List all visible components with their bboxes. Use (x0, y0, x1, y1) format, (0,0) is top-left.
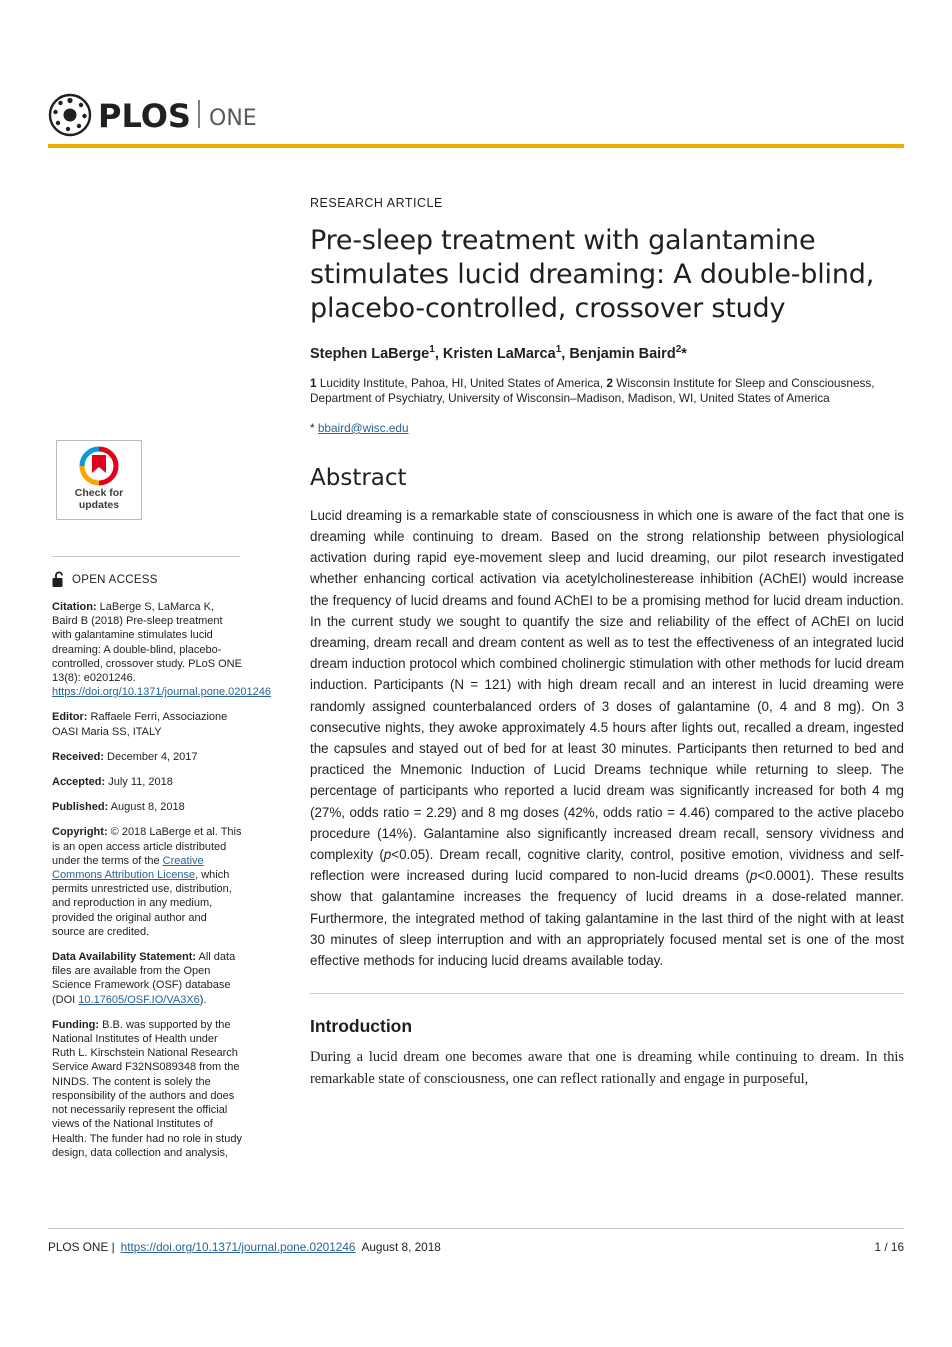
copyright-text-after: , which permits unrestricted use, distribution, and reproduction in any medium, provided the original author and source are credited. (52, 869, 232, 938)
data-availability-label: Data Availability Statement: (52, 951, 197, 964)
svg-text:PLOS: PLOS (98, 97, 191, 135)
published-text: August 8, 2018 (108, 801, 185, 814)
funding-text: B.B. was supported by the National Institutes of Health under Ruth L. Kirschstein National Research Service Award F32NS089348 from the NINDS. The content is solely the responsibility of the authors and does not necessarily represent the official views of the National Institutes of Health. The funder had no role in study design, data collection and analysis, (52, 1018, 242, 1159)
citation-block (52, 600, 271, 699)
license-link[interactable]: Creative Commons Attribution License (52, 854, 204, 882)
affiliations: 1 Lucidity Institute, Pahoa, HI, United States of America, 2 Wisconsin Institute for Sleep and Consciousness, Department of Psychiatry, University of Wisconsin–Madison, Madison, WI, United States of America (310, 375, 875, 406)
data-availability-text-after: ). (199, 993, 207, 1006)
footer-divider (48, 1228, 904, 1229)
plos-one-logo[interactable] (48, 92, 278, 136)
article-main (310, 196, 904, 1090)
abstract-heading: Abstract (310, 464, 407, 491)
abstract-body: Lucid dreaming is a remarkable state of consciousness in which one is aware of the fact that one is dreaming while continuing to dream. Based on the strong relationship between physiological activation during rapid eye-movement sleep and lucid dreaming, our pilot research investigated whether enhancing cortical activation via acetylcholinesterease inhibition (AChEI) would increase the frequency of lucid dreams and found AChEI to be a promising method for lucid dream induction. In the current study we sought to quantify the size and reliability of the effect of AChEI on lucid dreaming, dream recall and dream content as well as to test the effectiveness of an integrated lucid dream induction protocol which combined cholinergic stimulation with other methods for lucid dream induction. Participants (N = 121) with high dream recall and an interest in lucid dreaming were randomly assigned counterbalanced orders of 3 doses of galantamine (0, 4 and 8 mg). On 3 consecutive nights, they awoke approximately 4.5 hours after lights out, recalled a dream, ingested the capsules and stayed out of bed for at least 30 minutes. Participants then returned to bed and practiced the Mnemonic Induction of Lucid Dreams technique while returning to sleep. The percentage of participants who reported a lucid dream was significantly increased for both 4 mg (27%, odds ratio = 2.29) and 8 mg doses (42%, odds ratio = 4.46) compared to the active placebo procedure (14%). Galantamine also significantly increased dream recall, sensory vividness and complexity (p<0.05). Dream recall, cognitive clarity, control, positive emotion, vividness and self-reflection were increased during lucid compared to non-lucid dreams (p<0.0001). These results show that galantamine increases the frequency of lucid dreams in a dose-related manner. Furthermore, the integrated method of taking galantamine in the last third of the night with at least 30 minutes of sleep interruption and with an appropriately focused mental set is one of the most effective methods for inducing lucid dreams available today. (310, 507, 905, 969)
copyright-text-before: © 2018 LaBerge et al. This is an open access article distributed under the terms of the (52, 826, 242, 867)
corresponding-author (310, 421, 904, 435)
funding-label: Funding: (52, 1018, 100, 1031)
citation-text: LaBerge S, LaMarca K, Baird B (2018) Pre-sleep treatment with galantamine stimulates lucid dreaming: A double-blind, placebo-controlled, crossover study. PLoS ONE 13(8): e0201246. (52, 601, 242, 685)
svg-text:ONE: ONE (209, 106, 257, 131)
citation-doi-link[interactable]: https://doi.org/10.1371/journal.pone.0201246 (52, 686, 271, 699)
footer-date: August 8, 2018 (361, 1240, 441, 1254)
corresponding-email-link[interactable]: bbaird@wisc.edu (317, 420, 409, 435)
page-footer (48, 1240, 904, 1254)
footer-page-number: 1 / 16 (874, 1240, 904, 1254)
received-block (52, 750, 242, 764)
received-text: December 4, 2017 (103, 750, 198, 763)
check-updates-line2: updates (78, 498, 120, 511)
header-accent-rule (48, 144, 904, 148)
introduction-body: During a lucid dream one becomes aware that one is dreaming while continuing to dream. In this remarkable state of consciousness, one can reflect rationally and engage in purposeful, (310, 1049, 904, 1087)
article-type-label: RESEARCH ARTICLE (310, 196, 443, 210)
editor-text: Raffaele Ferri, Associazione OASI Maria SS, ITALY (52, 711, 228, 738)
data-availability-text-before: All data files are available from the Open Science Framework (OSF) database (DOI (52, 951, 236, 1006)
check-updates-line1: Check for (74, 487, 124, 499)
published-block (52, 800, 242, 814)
data-availability-block (52, 950, 242, 1007)
open-access-badge (52, 571, 244, 588)
crossmark-icon (79, 446, 119, 486)
citation-label: Citation: (52, 601, 97, 613)
copyright-label: Copyright: (52, 826, 108, 839)
open-lock-icon (52, 571, 66, 588)
copyright-block (52, 825, 242, 939)
editor-block (52, 710, 242, 738)
editor-label: Editor: (52, 711, 88, 724)
accepted-text: July 11, 2018 (105, 776, 173, 789)
received-label: Received: (52, 750, 104, 763)
page-title: Pre-sleep treatment with galantamine stimulates lucid dreaming: A double-blind, placebo-controlled, crossover study (310, 225, 875, 324)
footer-doi-link[interactable]: https://doi.org/10.1371/journal.pone.0201246 (120, 1240, 356, 1254)
footer-journal: PLOS ONE | (48, 1240, 115, 1254)
plos-logo-icon (48, 92, 278, 138)
crossmark-check-for-updates[interactable] (56, 440, 142, 520)
funding-block (52, 1018, 242, 1160)
author-list: Stephen LaBerge$^1$, Kristen LaMarca$^1$, Benjamin Baird$^2$* (310, 344, 687, 362)
published-label: Published: (52, 801, 109, 814)
abstract-divider (310, 993, 904, 994)
article-sidebar (50, 440, 271, 1171)
corresponding-prefix: * (310, 420, 318, 435)
introduction-heading: Introduction (310, 1016, 413, 1037)
sidebar-divider (52, 556, 240, 557)
open-access-label: OPEN ACCESS (72, 573, 158, 586)
data-doi-link[interactable]: 10.17605/OSF.IO/VA3X6 (78, 993, 200, 1006)
accepted-label: Accepted: (52, 776, 106, 789)
accepted-block (52, 775, 242, 789)
